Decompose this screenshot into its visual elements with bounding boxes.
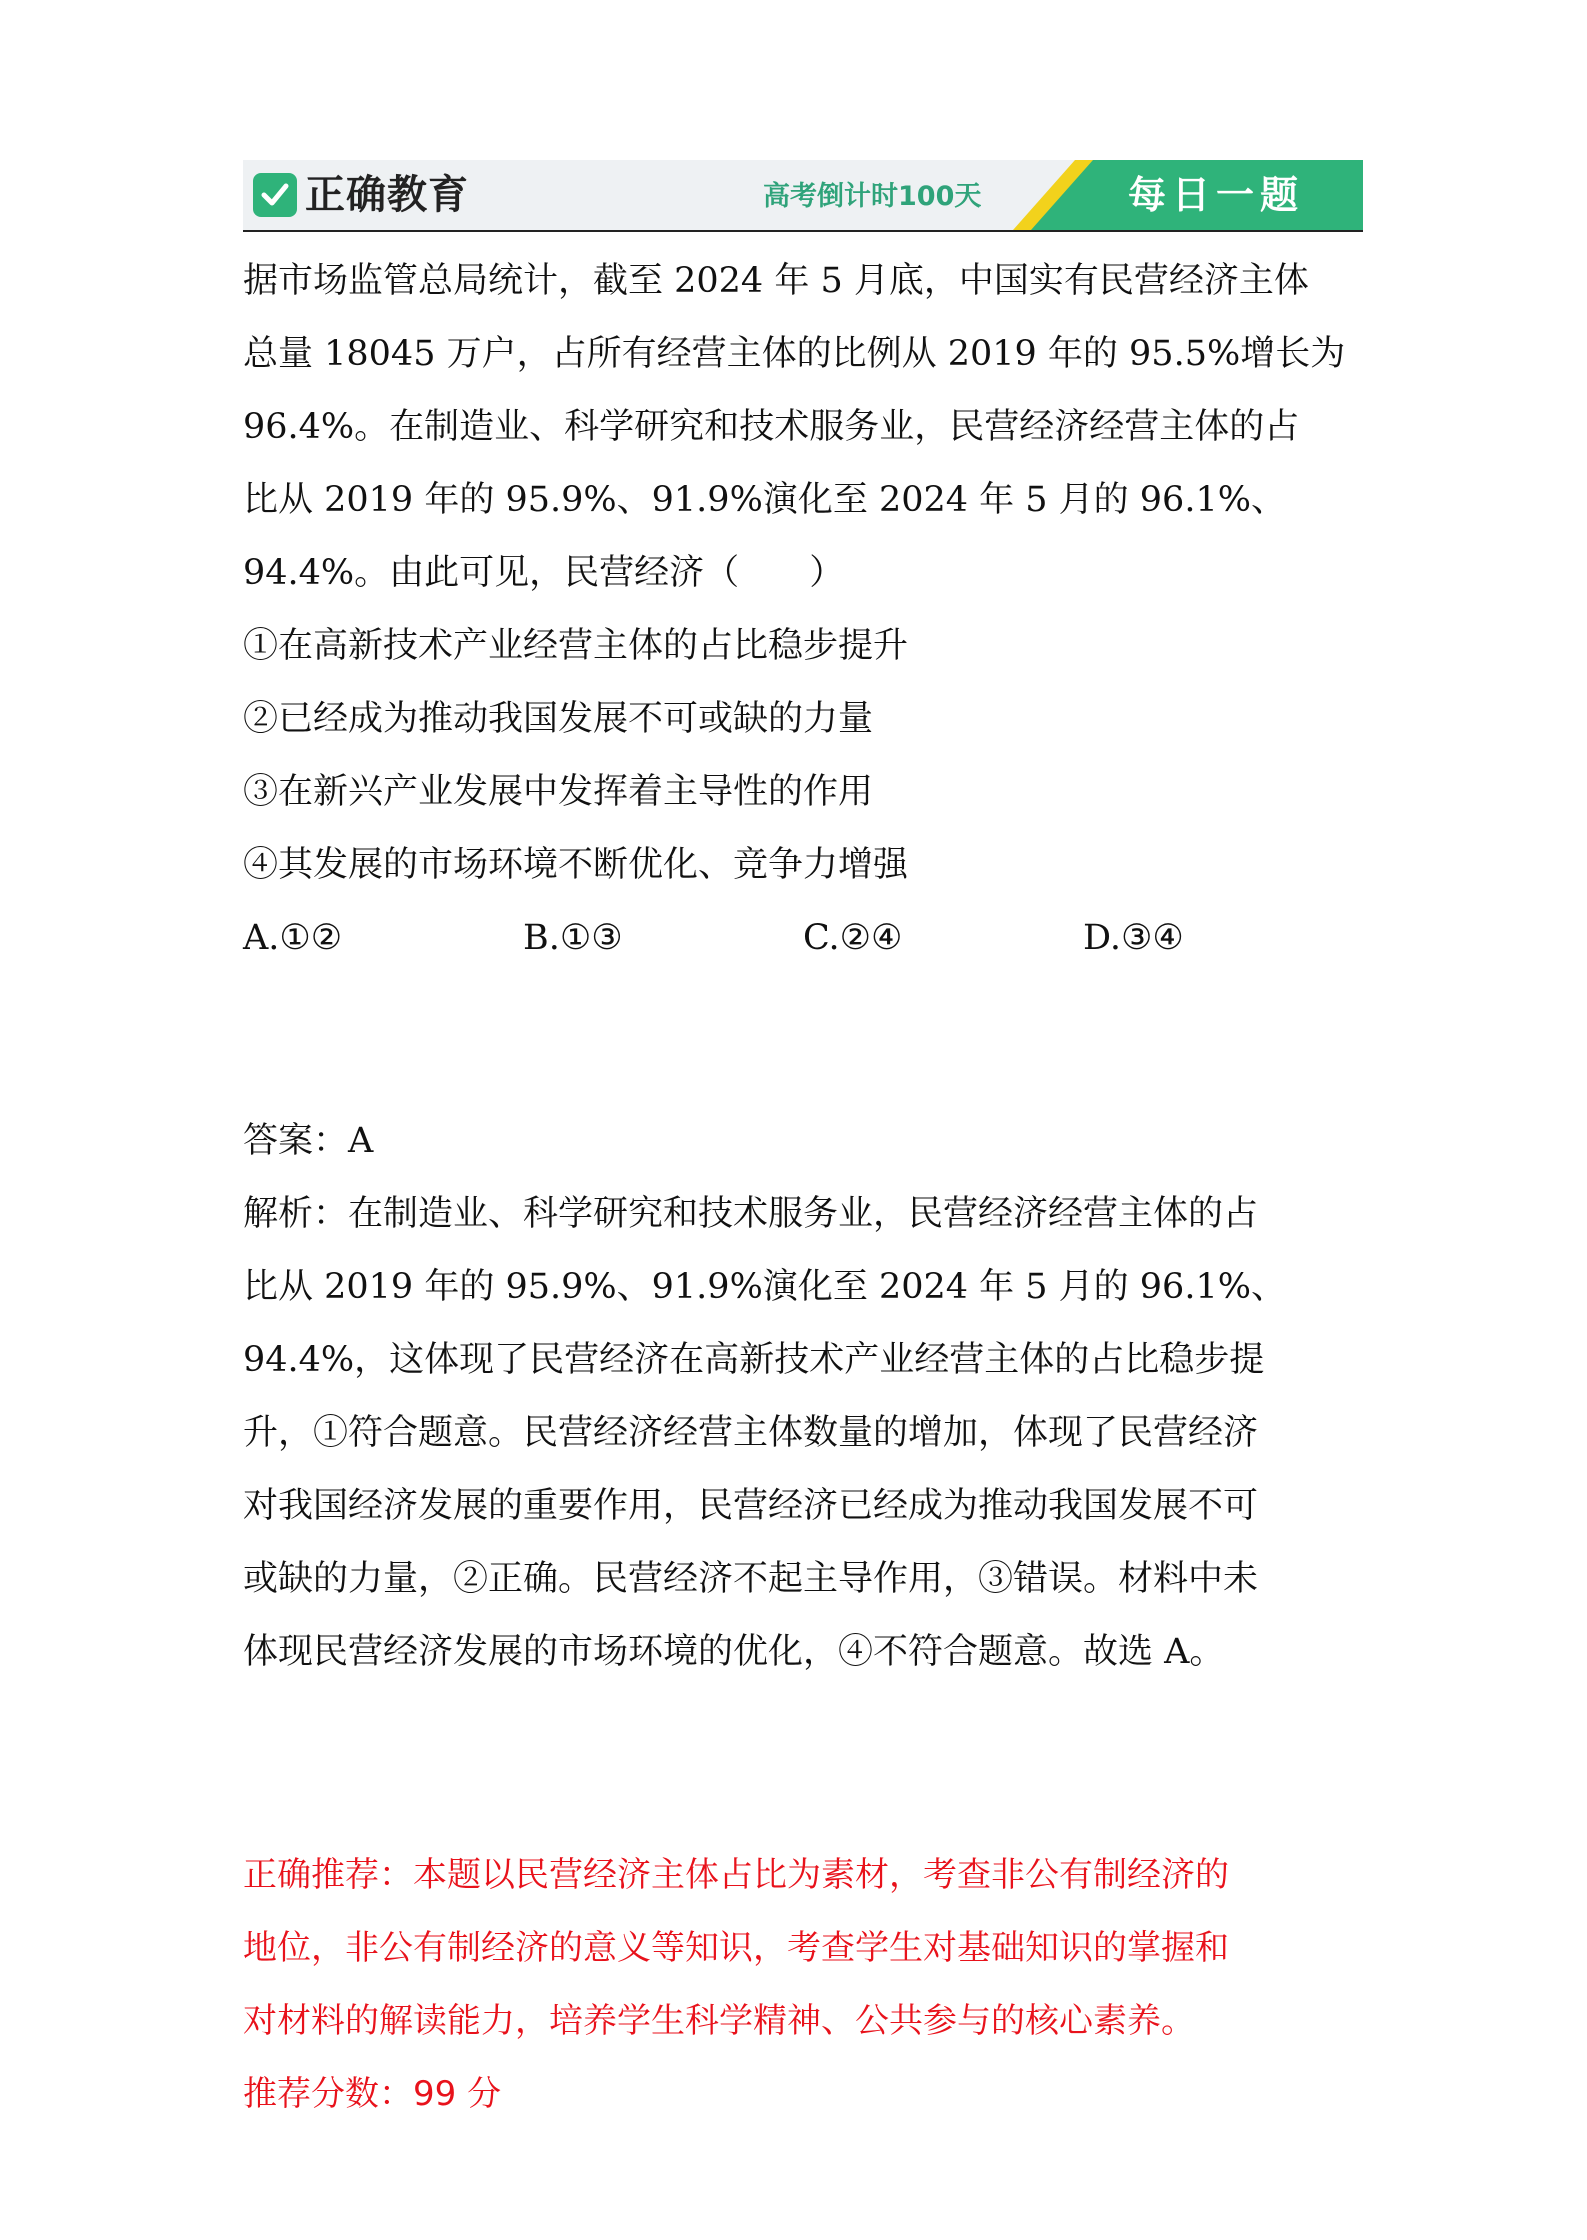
analysis-line: 或缺的力量，②正确。民营经济不起主导作用，③错误。材料中未: [243, 1559, 1259, 1599]
question-stem: [243, 245, 1363, 610]
analysis-line: 解析：在制造业、科学研究和技术服务业，民营经济经营主体的占: [243, 1194, 1259, 1234]
question-line: 总量 18045 万户，占所有经营主体的比例从 2019 年的 95.5%增长为: [243, 334, 1346, 374]
recommend-line: 地位，非公有制经济的意义等知识，考查学生对基础知识的掌握和: [243, 1928, 1229, 1968]
question-line: 94.4%。由此可见，民营经济（ ）: [243, 553, 845, 593]
brand-logo: [253, 171, 469, 219]
analysis-line: 比从 2019 年的 95.9%、91.9%演化至 2024 年 5 月的 96.1%、: [243, 1267, 1286, 1307]
option-c: C.②④: [803, 918, 903, 958]
statement-list: [243, 610, 1363, 902]
answer-options: [243, 902, 1363, 975]
brand-name: 正确教育: [305, 172, 469, 218]
analysis-line: 升，①符合题意。民营经济经营主体数量的增加，体现了民营经济: [243, 1413, 1259, 1453]
check-icon: [253, 173, 297, 217]
answer-line: 答案：A: [243, 1121, 374, 1161]
option-d: D.③④: [1083, 918, 1184, 958]
statement-item: ①在高新技术产业经营主体的占比稳步提升: [243, 626, 909, 666]
question-line: 比从 2019 年的 95.9%、91.9%演化至 2024 年 5 月的 96.1%、: [243, 480, 1286, 520]
analysis-line: 94.4%，这体现了民营经济在高新技术产业经营主体的占比稳步提: [243, 1340, 1265, 1380]
recommendation-block: [243, 1839, 1363, 2131]
question-line: 据市场监管总局统计，截至 2024 年 5 月底，中国实有民营经济主体: [243, 261, 1309, 301]
recommend-score: 推荐分数：99 分: [243, 2074, 502, 2114]
countdown-text: 高考倒计时100天: [763, 181, 982, 212]
statement-item: ③在新兴产业发展中发挥着主导性的作用: [243, 772, 874, 812]
recommend-line: 正确推荐：本题以民营经济主体占比为素材，考查非公有制经济的: [243, 1855, 1229, 1895]
document-body: [243, 245, 1363, 2131]
question-line: 96.4%。在制造业、科学研究和技术服务业，民营经济经营主体的占: [243, 407, 1300, 447]
option-b: B.①③: [523, 918, 623, 958]
analysis-line: 对我国经济发展的重要作用，民营经济已经成为推动我国发展不可: [243, 1486, 1259, 1526]
option-a: A.①②: [243, 918, 343, 958]
statement-item: ②已经成为推动我国发展不可或缺的力量: [243, 699, 874, 739]
recommend-line: 对材料的解读能力，培养学生科学精神、公共参与的核心素养。: [243, 2001, 1195, 2041]
banner-title: 每日一题: [1128, 173, 1305, 217]
analysis-line: 体现民营经济发展的市场环境的优化，④不符合题意。故选 A。: [243, 1632, 1225, 1672]
analysis-text: [243, 1178, 1363, 1689]
statement-item: ④其发展的市场环境不断优化、竞争力增强: [243, 845, 909, 885]
header-banner: [243, 160, 1363, 232]
